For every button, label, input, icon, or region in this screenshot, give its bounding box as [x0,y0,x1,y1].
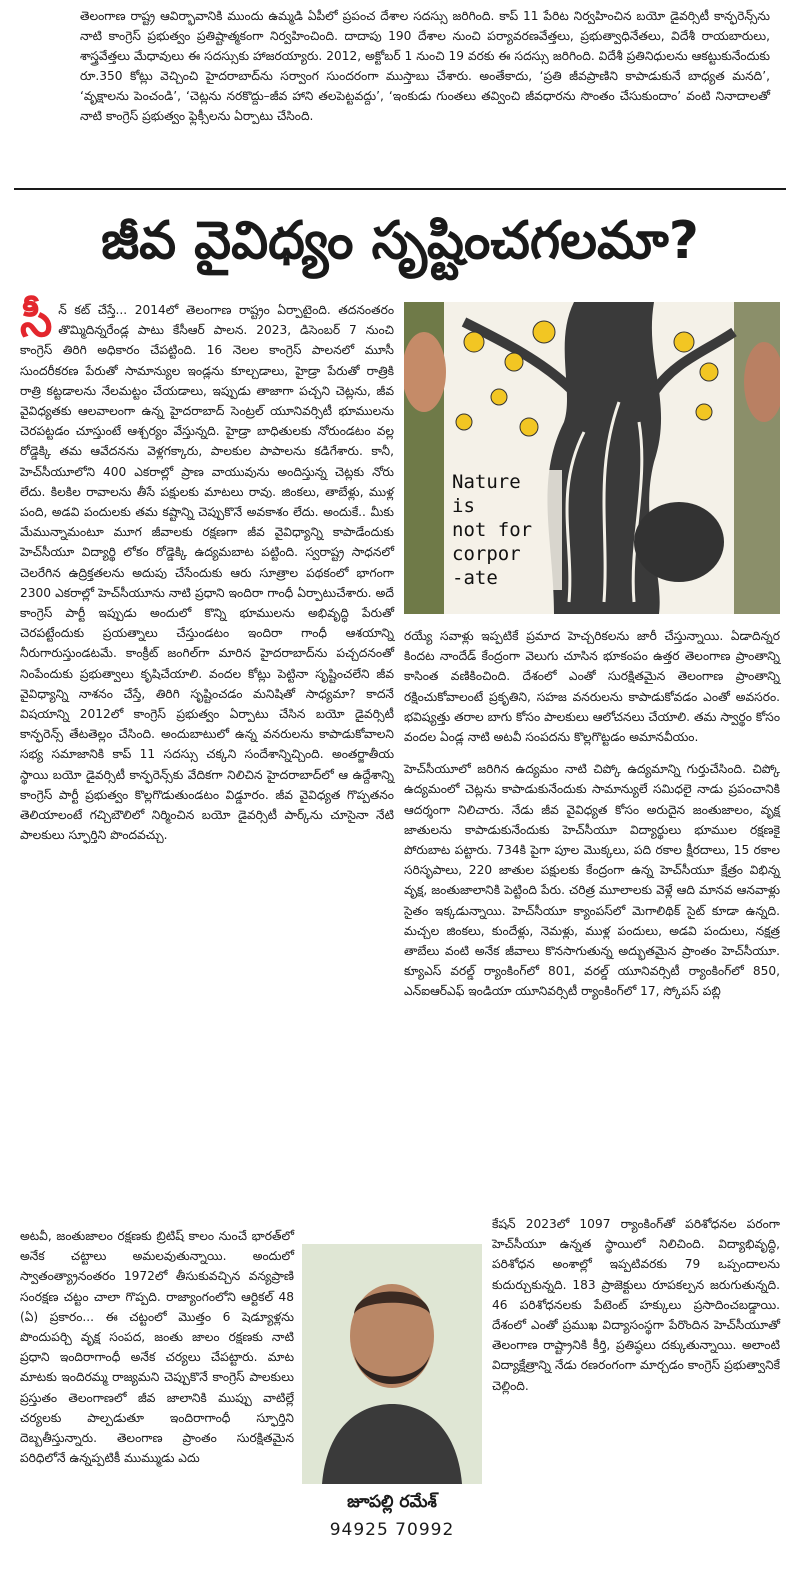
author-photo [302,1244,482,1484]
placard-line-1: Nature [452,471,521,493]
placard-line-2: is [452,495,475,517]
left-bottom-paragraph: అటవీ, జంతుజాలం రక్షణకు బ్రిటిష్‌ కాలం నుంచే భారత్‌లో అనేక చట్టాలు అమలవుతున్నాయి. అందులో స్వాతంత్య్రానంతరం 1972లో తీసుకువచ్చిన వన్యప్రాణి సంరక్షణ చట్టం చాలా గొప్పది. రాజ్యాంగంలోని ఆర్టికల్‌ 48 (ఏ) ప్రకారం... ఈ చట్టంలో మొత్తం 6 షెడ్యూళ్లను పొందుపర్చి వృక్ష సంపద, జంతు జాలం రక్షణకు నాటి ప్రధాని ఇందిరాగాంధీ అనేక చర్యలు చేపట్టారు. మాట మాటకు ఇందిరమ్మ రాజ్యమని చెప్పుకొనే కాంగ్రెస్‌ పాలకులు ప్రస్తుతం తెలంగాణలో జీవ జాలానికి ముప్పు వాటిల్లే చర్యలకు పాల్పడుతూ ఇందిరాగాంధీ స్ఫూర్తిని దెబ్బతీస్తున్నారు. తెలంగాణ ప్రాంతం సురక్షితమైన పరిధిలోనే ఉన్నప్పటికీ ముమ్ముడు ఎదు [20,1229,294,1466]
placard-line-4: corpor [452,543,521,565]
placard-line-3: not for [452,519,533,541]
author-portrait [302,1244,482,1484]
protest-photo [404,302,780,614]
headline-divider [14,188,786,190]
author-name: జూపల్లి రమేశ్‌ [347,1492,437,1512]
left-column [20,293,394,857]
left-paragraph-1 [20,293,394,845]
placard-text [452,470,562,590]
right-bottom-paragraph: కేషన్‌ 2023లో 1097 ర్యాంకింగ్‌తో పరిశోధనల పరంగా హెచ్‌సీయూ ఉన్నత స్థాయిలో నిలిచింది. విద్యాభివృద్ధి, పరిశోధన అంశాల్లో ఇప్పటివరకు 79 ఒప్పందాలను కుదుర్చుకున్నది. 183 ప్రాజెక్టులు రూపకల్పన జరుగుతున్నది. 46 పరిశోధనలకు పేటెంట్‌ హక్కులు ప్రసాదించబడ్డాయి. దేశంలో ఎంతో ప్రముఖ విద్యాసంస్థగా పేరొందిన హెచ్‌సీయూతో తెలంగాణ రాష్ట్రానికి కీర్తి, ప్రతిష్ఠలు దక్కుతున్నాయి. అలాంటి విద్యాక్షేత్రాన్ని నేడు రణరంగంగా మార్చడం కాంగ్రెస్‌ ప్రభుత్వానికే చెల్లింది. [492,1217,780,1393]
right-column [404,626,780,1014]
author-phone: 94925 70992 [329,1520,455,1540]
left-bottom-column [20,1226,294,1468]
right-paragraph-1: రయ్యే సవాళ్లు ఇప్పటికే ప్రమాద హెచ్చరికలను జారీ చేస్తున్నాయి. ఏడాదిన్నర కిందట నాందేడ్‌ కేంద్రంగా వెలుగు చూసిన భూకంపం ఉత్తర తెలంగాణ ప్రాంతాన్ని కాసింత వణికించింది. దేశంలో ఎంతో సురక్షితమైన తెలంగాణ ప్రాంతాన్ని రక్షించుకోవాలంటే ప్రకృతిని, సహజ వనరులను కాపాడుకోవడం ఎంతో అవసరం. భవిష్యత్తు తరాల బాగు కోసం పాలకులు ఆలోచనలు చేయాలి. తమ స్వార్థం కోసం వందల ఏండ్ల నాటి అటవీ సంపదను కొల్లగొట్టడం అమానవీయం. [404,629,780,745]
article-headline: జీవ వైవిధ్యం సృష్టించగలమా? [101,211,699,271]
right-paragraph-2: హెచ్‌సీయూలో జరిగిన ఉద్యమం నాటి చిప్కో ఉద్యమాన్ని గుర్తుచేసింది. చిప్కో ఉద్యమంలో చెట్లను కాపాడుకునేందుకు సామాన్యులే సమిధలై నాడు ప్రపంచానికి ఆదర్శంగా నిలిచారు. నేడు జీవ వైవిధ్యత కోసం అరుదైన జంతుజాలం, వృక్ష జాతులను కాపాడుకునేందుకు హెచ్‌సీయూ విద్యార్థులు భూముల రక్షణకై పోరుబాట పట్టారు. 734కి పైగా పూల మొక్కలు, పది రకాల క్షీరదాలు, 15 రకాల సరిసృపాలు, 220 జాతుల పక్షులకు కేంద్రంగా ఉన్న హెచ్‌సీయూ క్షేత్రం విభిన్న వృక్ష, జంతుజాలానికి పెట్టింది పేరు. చరిత్ర మూలాలకు వెళ్లే ఆది మానవ ఆనవాళ్లు సైతం ఇక్కడున్నాయి. హెచ్‌సీయూ క్యాంపస్‌లో మెగాలిథిక్‌ సైట్‌ కూడా ఉన్నది. మచ్చల జింకలు, కుందేళ్లు, నెమళ్లు, ముళ్ల పందులు, అడవి పందులు, నక్షత్ర తాబేలు వంటి అనేక జీవాలు కొనసాగుతున్న అద్భుతమైన ప్రాంతం హెచ్‌సీయూ. క్యూఎస్‌ వరల్డ్‌ ర్యాంకింగ్‌లో 801, వరల్డ్‌ యూనివర్సిటీ ర్యాంకింగ్‌లో 850, ఎన్‌ఐఆర్‌ఎఫ్‌ ఇండియా యూనివర్సిటీ ర్యాంకింగ్‌లో 17, స్కోపస్‌ పబ్లి [404,762,780,999]
placard-line-5: -ate [452,567,498,589]
right-bottom-column [492,1214,780,1396]
intro-paragraph: తెలంగాణ రాష్ట్ర ఆవిర్భావానికి ముందు ఉమ్మడి ఏపీలో ప్రపంచ దేశాల సదస్సు జరిగింది. కాప్‌ 11 పేరిట నిర్వహించిన బయో డైవర్సిటీ కాన్ఫరెన్స్‌ను నాటి కాంగ్రెస్‌ ప్రభుత్వం ప్రతిష్టాత్మకంగా నిర్వహించింది. దాదాపు 190 దేశాల నుంచి పర్యావరణవేత్తలు, ప్రభుత్వాధినేతలు, విదేశీ రాయబారులు, శాస్త్రవేత్తలు మేధావులు ఈ సదస్సుకు హాజరయ్యారు. 2012, అక్టోబర్‌ 1 నుంచి 19 వరకు ఈ సదస్సు జరిగింది. విదేశీ ప్రతినిధులను ఆకట్టుకునేందుకు రూ.350 కోట్లు వెచ్చించి హైదరాబాద్‌ను సర్వాంగ సుందరంగా ముస్తాబు చేశారు. అంతేకాదు, ‘ప్రతి జీవప్రాణిని కాపాడుకునే బాధ్యత మనది’, ‘వృక్షాలను పెంచండి’, ‘చెట్లను నరకొద్దు–జీవ హాని తలపెట్టవద్దు’, ‘ఇంకుడు గుంతలు తవ్వించి జీవధారను సొంతం చేసుకుందాం’ వంటి నినాదాలతో నాటి కాంగ్రెస్‌ ప్రభుత్వం ఫ్లెక్సీలను ఏర్పాటు చేసింది. [80,9,770,123]
drop-cap: సీ [20,293,53,347]
left-paragraph-1-text: న్‌ కట్‌ చేస్తే... 2014లో తెలంగాణ రాష్ట్రం ఏర్పాటైంది. తదనంతరం తొమ్మిదిన్నరేండ్ల పాటు కేసీఆర్‌ పాలన. 2023, డిసెంబర్‌ 7 నుంచి కాంగ్రెస్‌ తిరిగి అధికారం చేపట్టింది. 16 నెలల కాంగ్రెస్‌ పాలనలో మూసీ సుందరీకరణ పేరుతో సామాన్యుల ఇండ్లను కూల్చడాలు, హైడ్రా పేరుతో రాత్రికి రాత్రి కట్టడాలను నేలమట్టం చేయడాలు, ఇప్పుడు తాజాగా పచ్చని చెట్లను, జీవ వైవిధ్యతకు ఆలవాలంగా ఉన్న హైదరాబాద్‌ సెంట్రల్‌ యూనివర్సిటీ భూములను చెరపట్టడం చూస్తుంటే ఆశ్చర్యం వేస్తున్నది. హైడ్రా బాధితులకు నోరుండటం వల్ల రోడ్డెక్కి తమ ఆవేదనను వెళ్లగక్కారు, పాలకుల పాపాలను కడిగేశారు. కానీ, హెచ్‌సీయూలోని 400 ఎకరాల్లో ప్రాణ వాయువును అందిస్తున్న చెట్లకు నోరు లేదు. కిలకిల రావాలను తీసే పక్షులకు మాటలు రావు. జింకలు, తాబేళ్లు, ముళ్ల పంది, అడవి పందులకు తమ కష్టాన్ని చెప్పుకొనే అవకాశం లేదు. అందుకే.. మీకు మేమున్నామంటూ మూగ జీవాలకు రక్షణగా జీవ వైవిధ్యాన్ని కాపాడేందుకు హెచ్‌సీయూ విద్యార్థి లోకం రోడ్డెక్కి ఉద్యమబాట పట్టింది. స్వరాష్ట్ర సాధనలో చెలరేగిన ఉద్రిక్తతలను అదుపు చేసేందుకు ఆరు సూత్రాల పథకంలో భాగంగా 2300 ఎకరాల్లో హెచ్‌సీయూను నాటి ప్రధాని ఇందిరా గాంధీ ఏర్పాటుచేశారు. అదే కాంగ్రెస్‌ పార్టీ ఇప్పుడు అందులో కొన్ని భూములను అభివృద్ధి పేరుతో చెరపట్టేందుకు ప్రయత్నాలు చేస్తుండటం ఇందిరా గాంధీ ఆశయాన్ని నీరుగారుస్తుండటమే. కాంక్రీట్‌ జంగిల్‌గా మారిన హైదరాబాద్‌ను పచ్చదనంతో నింపేందుకు ప్రభుత్వాలు కృషిచేయాలి. వందల కోట్లు పెట్టినా సృష్టించలేని జీవ వైవిధ్యాన్ని నాశనం చేస్తే, తిరిగి సృష్టించడం మనిషితో సాధ్యమా? కాదనే విషయాన్ని 2012లో కాంగ్రెస్‌ ప్రభుత్వం ఏర్పాటు చేసిన బయో డైవర్సిటీ కాన్ఫరెన్స్‌ తేటతెల్లం చేసింది. అందుబాటులో ఉన్న వనరులను కాపాడుకోవాలని సభ్య సమాజానికి కాప్‌ 11 సదస్సు చక్కని సందేశాన్నిచ్చింది. అంతర్జాతీయ స్థాయి బయో డైవర్సిటీ కాన్ఫరెన్స్‌కు వేదికగా నిలిచిన హైదరాబాద్‌లో ఆ ఉద్దేశాన్ని కాంగ్రెస్‌ పార్టీ ప్రభుత్వం కొల్లగొడుతుండటం విడ్డూరం. జీవ వైవిధ్యత గొప్పతనం తెలియాలంటే గచ్చిబౌలిలో నిర్మించిన బయో డైవర్సిటీ పార్క్‌ను చూసైనా నేటి పాలకులు స్ఫూర్తిని పొందవచ్చు. [20,303,394,843]
